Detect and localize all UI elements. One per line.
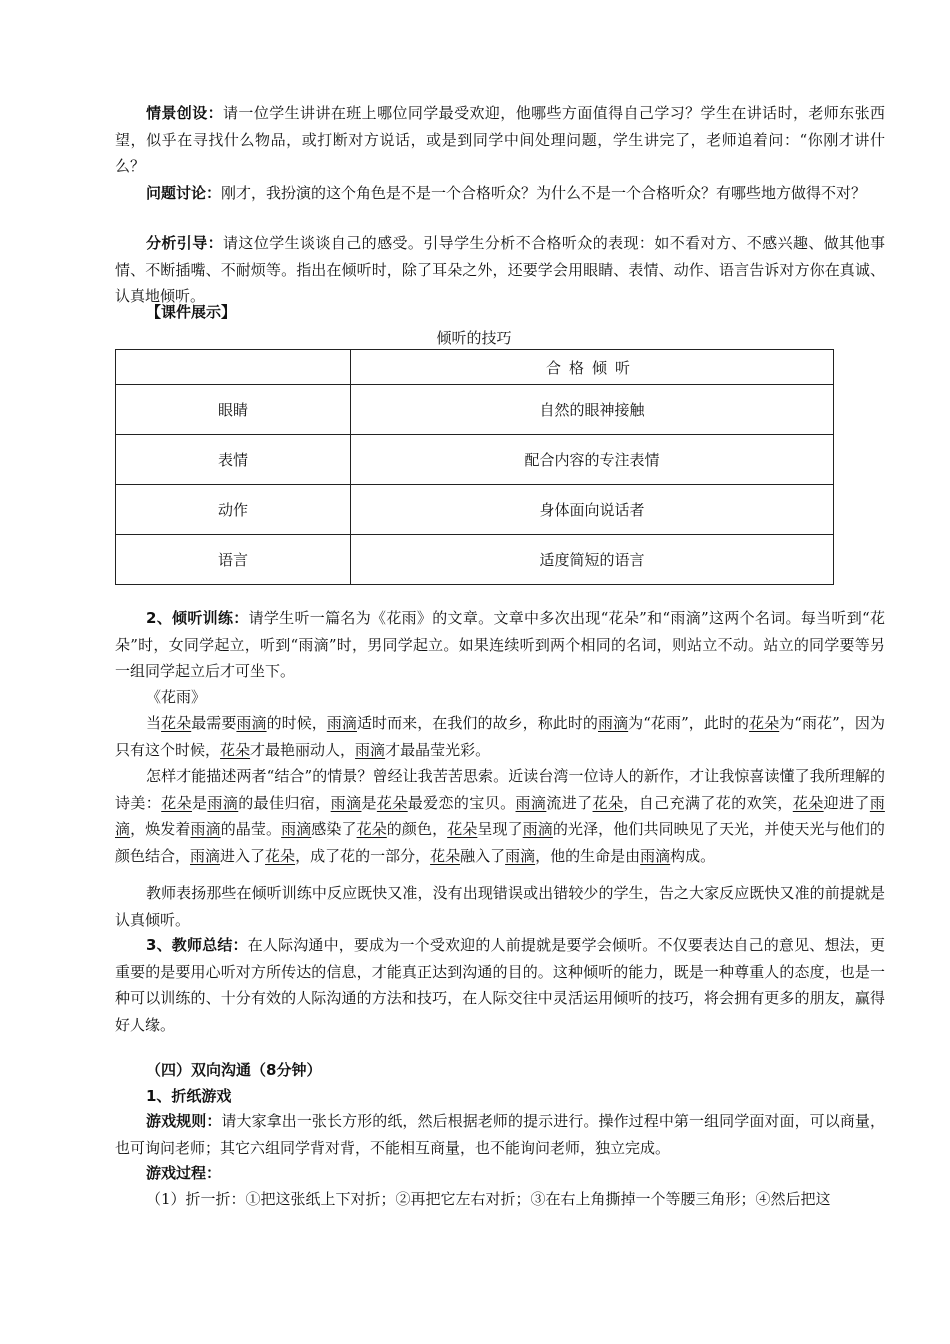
table-cell: 动作: [116, 485, 351, 535]
table-row: [116, 435, 834, 485]
table-row: [116, 385, 834, 435]
keyword-flower: 花朵: [792, 793, 824, 812]
keyword-rain: 雨滴: [281, 820, 312, 838]
scenario-label: 情景创设：: [146, 104, 224, 122]
keyword-flower: 花朵: [430, 846, 461, 865]
keyword-flower: 花朵: [749, 714, 780, 732]
discussion-paragraph: [115, 180, 885, 207]
analysis-label: 分析引导：: [146, 234, 224, 252]
praise-paragraph: [115, 880, 885, 933]
table-row: [116, 485, 834, 535]
rules-paragraph: [115, 1108, 885, 1161]
story-text: 迎进了: [823, 793, 870, 812]
keyword-rain: 雨滴: [190, 846, 221, 865]
keyword-rain: 雨滴: [598, 714, 629, 732]
training-label: 2、倾听训练：: [146, 609, 249, 627]
story-text: 流进了: [546, 793, 593, 812]
story-text: 的时候，: [266, 714, 327, 732]
story-text: 融入了: [460, 846, 506, 865]
table-header-cell: [116, 350, 351, 385]
analysis-text: 请这位学生谈谈自己的感受。引导学生分析不合格听众的表现：如不看对方、不感兴趣、做其他事情、不断插嘴、不耐烦等。指出在倾听时，除了耳朵之外，还要学会用眼睛、表情、动作、语言告诉对方你在真诚、认真地倾听。: [115, 234, 885, 305]
story-text: 当: [146, 714, 162, 732]
keyword-rain: 雨滴: [640, 846, 671, 865]
process-label: 游戏过程：: [146, 1164, 222, 1182]
summary-paragraph: [115, 932, 885, 1038]
keyword-rain: 雨滴: [326, 714, 357, 732]
story-text: ，成了花的一部分，: [295, 846, 431, 865]
courseware-heading: [115, 299, 885, 326]
praise-text: 教师表扬那些在倾听训练中反应既快又准，没有出现错误或出错较少的学生，告之大家反应既快又准的前提就是认真倾听。: [115, 884, 885, 929]
table-cell: 语言: [116, 535, 351, 585]
story-text: 的晶莹。: [220, 820, 282, 838]
keyword-rain: 雨滴: [505, 846, 536, 865]
keyword-flower: 花朵: [220, 740, 251, 759]
keyword-rain: 雨滴: [207, 793, 239, 812]
story-text: ，他的生命是由: [535, 846, 641, 865]
story-text: 最需要: [191, 714, 237, 732]
table-cell: 自然的眼神接触: [351, 385, 834, 435]
section4-heading: [115, 1057, 885, 1084]
table-cell: 配合内容的专注表情: [351, 435, 834, 485]
keyword-rain: 雨滴: [330, 793, 362, 812]
story-text: 是: [192, 793, 208, 812]
process-step-text: （1）折一折：①把这张纸上下对折；②再把它左右对折；③在右上角撕掉一个等腰三角形；④然后把这: [146, 1190, 831, 1208]
table-cell: 适度简短的语言: [351, 535, 834, 585]
section4-subheading-text: 1、折纸游戏: [146, 1087, 232, 1105]
keyword-rain: 雨滴: [515, 793, 547, 812]
rules-label: 游戏规则：: [146, 1112, 222, 1130]
keyword-rain: 雨滴: [355, 740, 386, 759]
story-text: 才最晶莹光彩。: [385, 740, 491, 759]
story-title-text: 《花雨》: [146, 688, 207, 706]
story-text: 最爱恋的宝贝。: [407, 793, 516, 812]
story-title: [115, 684, 885, 711]
table-caption: 倾听的技巧: [436, 329, 512, 347]
keyword-rain: 雨滴: [522, 820, 553, 838]
discussion-text: 刚才，我扮演的这个角色是不是一个合格听众？为什么不是一个合格听众？有哪些地方做得不对？: [221, 184, 867, 202]
story-text: 呈现了: [477, 820, 523, 838]
story-paragraph-2: [115, 763, 885, 869]
table-cell: 身体面向说话者: [351, 485, 834, 535]
rules-text: 请大家拿出一张长方形的纸，然后根据老师的提示进行。操作过程中第一组同学面对面，可以商量，也可询问老师；其它六组同学背对背，不能相互商量，也不能询问老师，独立完成。: [115, 1112, 885, 1157]
story-text: ，焕发着: [130, 820, 191, 838]
keyword-rain: 雨滴: [236, 714, 267, 732]
keyword-flower: 花朵: [376, 793, 408, 812]
story-text: 才最艳丽动人，: [250, 740, 356, 759]
story-text: 的颜色，: [386, 820, 448, 838]
process-heading: [115, 1160, 885, 1187]
keyword-rain: 雨滴: [115, 793, 885, 838]
table-cell: 眼睛: [116, 385, 351, 435]
table-row: [116, 535, 834, 585]
section4-heading-text: （四）双向沟通（8分钟）: [146, 1061, 322, 1079]
summary-text: 在人际沟通中，要成为一个受欢迎的人前提就是要学会倾听。不仅要表达自己的意见、想法，更重要的是要用心听对方所传达的信息，才能真正达到沟通的目的。这种倾听的能力，既是一种尊重人的态度，也是一种可以训练的、十分有效的人际沟通的方法和技巧，在人际交往中灵活运用倾听的技巧，将会拥有更多的朋友，赢得好人缘。: [115, 936, 885, 1034]
story-text: 为“雨花”，因为只有这个时候，: [115, 714, 885, 759]
keyword-flower: 花朵: [161, 793, 193, 812]
story-text: 为“花雨”，此时的: [628, 714, 750, 732]
training-paragraph: [115, 605, 885, 685]
keyword-flower: 花朵: [265, 846, 296, 865]
keyword-flower: 花朵: [592, 793, 624, 812]
scenario-paragraph: [115, 100, 885, 180]
analysis-paragraph: [115, 230, 885, 310]
story-text: 的光泽，他们共同映见了天光，并使天光与他们的颜色结合，: [115, 820, 885, 865]
story-text: 构成。: [670, 846, 716, 865]
process-step-paragraph: [115, 1186, 885, 1213]
training-text: 请学生听一篇名为《花雨》的文章。文章中多次出现“花朵”和“雨滴”这两个名词。每当听到“花朵”时，女同学起立，听到“雨滴”时，男同学起立。如果连续听到两个相同的名词，则站立不动。站立的同学要等另一组同学起立后才可坐下。: [115, 609, 885, 680]
keyword-rain: 雨滴: [190, 820, 221, 838]
story-text: 怎样才能描述两者“结合”的情景？曾经让我苦苦思索。近读台湾一位诗人的新作，才让我惊喜读懂了我所理解的诗美：: [115, 767, 885, 812]
story-text: 进入了: [220, 846, 266, 865]
table-header-cell: 合格倾听: [351, 350, 834, 385]
keyword-flower: 花朵: [447, 820, 478, 838]
section4-subheading: [115, 1083, 885, 1110]
discussion-label: 问题讨论：: [146, 184, 222, 202]
story-paragraph-1: [115, 710, 885, 763]
story-text: 的最佳归宿，: [238, 793, 331, 812]
keyword-flower: 花朵: [161, 714, 192, 732]
story-text: 是: [361, 793, 377, 812]
story-text: 适时而来，在我们的故乡，称此时的: [356, 714, 598, 732]
keyword-flower: 花朵: [356, 820, 387, 838]
story-text: ，自己充满了花的欢笑，: [623, 793, 793, 812]
listening-skills-table: [115, 349, 834, 585]
story-text: 感染了: [311, 820, 357, 838]
summary-label: 3、教师总结：: [146, 936, 248, 954]
scenario-text: 请一位学生讲讲在班上哪位同学最受欢迎，他哪些方面值得自己学习？学生在讲话时，老师东张西望，似乎在寻找什么物品，或打断对方说话，或是到同学中间处理问题，学生讲完了，老师追着问：“你刚才讲什么？: [115, 104, 885, 175]
table-cell: 表情: [116, 435, 351, 485]
table-header-row: [116, 350, 834, 385]
courseware-label: 【课件展示】: [146, 303, 237, 321]
